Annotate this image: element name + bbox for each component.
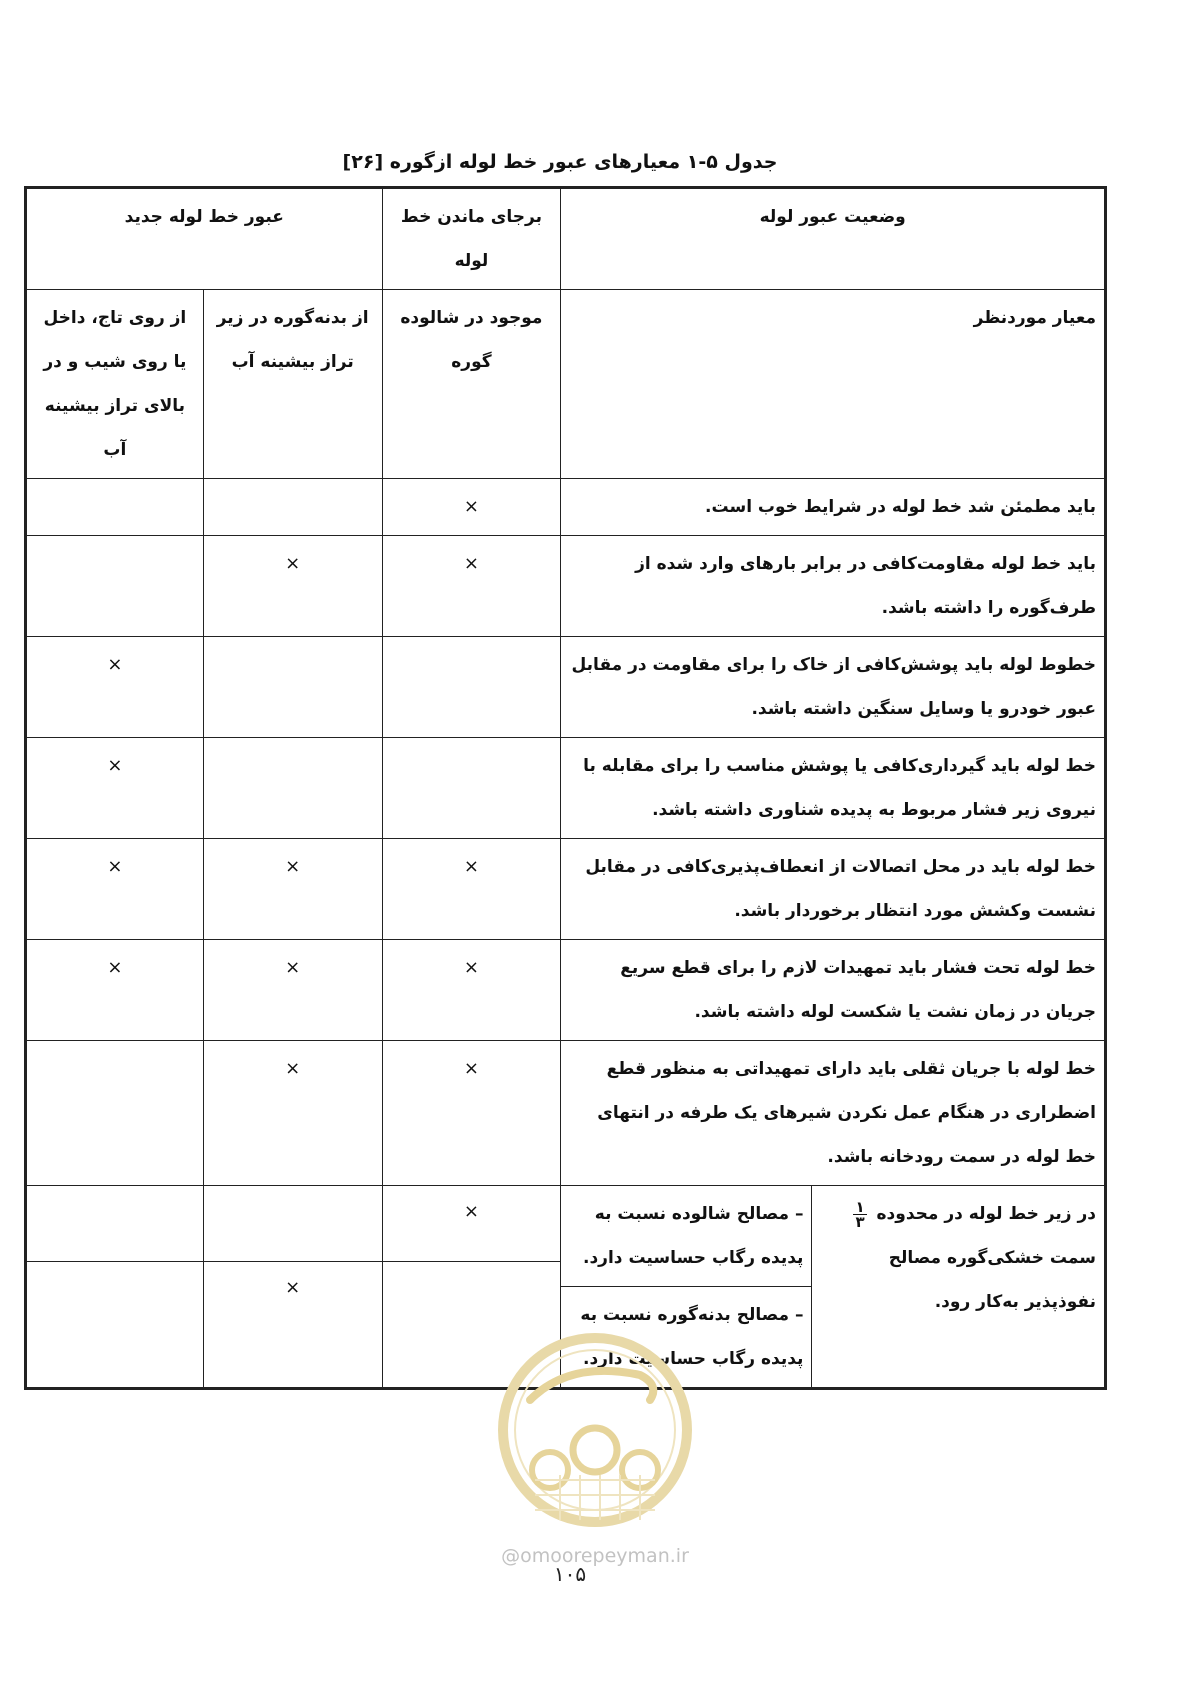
criterion-permeable-after: سمت خشکی‌گوره مصالح نفوذپذیر به‌کار رود.	[888, 1248, 1096, 1312]
mark-new-body: ×	[203, 940, 382, 1041]
mark-new-crest-empty	[27, 1262, 203, 1350]
mark-new-crest: ×	[26, 738, 204, 839]
mark-existing: ×	[382, 536, 561, 637]
table-row	[26, 738, 1106, 839]
fraction-denominator: ۳	[855, 1212, 865, 1231]
criterion-text: خط لوله باید در محل اتصالات از انعطاف‌پذیری‌کافی در مقابل نشست وکشش مورد انتظار برخوردار باشد.	[561, 839, 1106, 940]
table-row	[26, 839, 1106, 940]
sub-criterion-foundation: – مصالح شالوده نسبت به پدیده رگاب حساسیت دارد.	[561, 1186, 812, 1287]
mark-existing: ×	[383, 1186, 561, 1262]
header-status: وضعیت عبور لوله	[561, 188, 1106, 290]
criterion-text: خطوط لوله باید پوشش‌کافی از خاک را برای مقاومت در مقابل عبور خودرو یا وسایل سنگین داشته باشد.	[561, 637, 1106, 738]
sub-criterion-body: – مصالح بدنه‌گوره نسبت به پدیده رگاب حساسیت دارد.	[561, 1287, 812, 1388]
mark-new-body	[203, 637, 382, 738]
mark-new-body: ×	[203, 536, 382, 637]
split-new-body-cell	[203, 1186, 382, 1389]
criteria-table	[24, 186, 1107, 1390]
header-new-body: از بدنه‌گوره در زیر تراز بیشینه آب	[203, 290, 382, 479]
mark-new-crest: ×	[26, 839, 204, 940]
mark-existing: ×	[382, 940, 561, 1041]
table-row	[26, 536, 1106, 637]
criterion-text: خط لوله تحت فشار باید تمهیدات لازم را برای قطع سریع جریان در زمان نشت یا شکست لوله داشته باشد.	[561, 940, 1106, 1041]
mark-existing	[382, 637, 561, 738]
mark-existing: ×	[382, 479, 561, 536]
mark-existing	[382, 738, 561, 839]
mark-new-body	[203, 479, 382, 536]
header-new: عبور خط لوله جدید	[26, 188, 383, 290]
header-new-crest: از روی تاج، داخل یا روی شیب و در بالای تراز بیشینه آب	[26, 290, 204, 479]
mark-new-crest-empty	[27, 1186, 203, 1262]
watermark-logo-icon	[490, 1330, 700, 1530]
split-new-crest-cell	[26, 1186, 204, 1389]
fraction-numerator: ۱	[855, 1197, 865, 1216]
mark-new-body	[203, 738, 382, 839]
criterion-text: خط لوله با جریان ثقلی باید دارای تمهیداتی به منظور قطع اضطراری در هنگام عمل نکردن شیرهای یک طرفه در انتهای خط لوله در سمت رودخانه باشد.	[561, 1041, 1106, 1186]
table-row	[26, 479, 1106, 536]
criterion-permeable	[812, 1186, 1104, 1387]
header-row-2	[26, 290, 1106, 479]
fraction-one-third	[853, 1197, 866, 1231]
mark-new-crest	[26, 479, 204, 536]
watermark-text: @omoorepeyman.ir	[501, 1545, 689, 1567]
page-number: ۱۰۵	[553, 1562, 587, 1586]
mark-new-body: ×	[203, 1041, 382, 1186]
mark-existing: ×	[382, 1041, 561, 1186]
mark-new-crest	[26, 1041, 204, 1186]
header-existing-sub: موجود در شالوده گوره	[382, 290, 561, 479]
table-row	[26, 637, 1106, 738]
criterion-permeable-before: در زیر خط لوله در محدوده	[876, 1204, 1096, 1224]
header-existing: برجای ماندن خط لوله	[382, 188, 561, 290]
table-row	[26, 1041, 1106, 1186]
header-criterion: معیار موردنظر	[561, 290, 1106, 479]
mark-new-crest: ×	[26, 940, 204, 1041]
table-caption: جدول ۵-۱ معیارهای عبور خط لوله ازگوره [۲۶]	[342, 151, 778, 173]
criterion-text: خط لوله باید گیرداری‌کافی یا پوشش مناسب را برای مقابله با نیروی زیر فشار مربوط به پدیده شناوری داشته باشد.	[561, 738, 1106, 839]
criterion-text: باید خط لوله مقاومت‌کافی در برابر بارهای وارد شده از طرف‌گوره را داشته باشد.	[561, 536, 1106, 637]
criterion-text: باید مطمئن شد خط لوله در شرایط خوب است.	[561, 479, 1106, 536]
mark-existing: ×	[382, 839, 561, 940]
mark-new-crest: ×	[26, 637, 204, 738]
mark-new-body: ×	[285, 1277, 301, 1298]
mark-new-crest	[26, 536, 204, 637]
table-row	[26, 940, 1106, 1041]
mark-new-body: ×	[203, 839, 382, 940]
header-row-1	[26, 188, 1106, 290]
mark-new-body-empty	[204, 1186, 382, 1262]
